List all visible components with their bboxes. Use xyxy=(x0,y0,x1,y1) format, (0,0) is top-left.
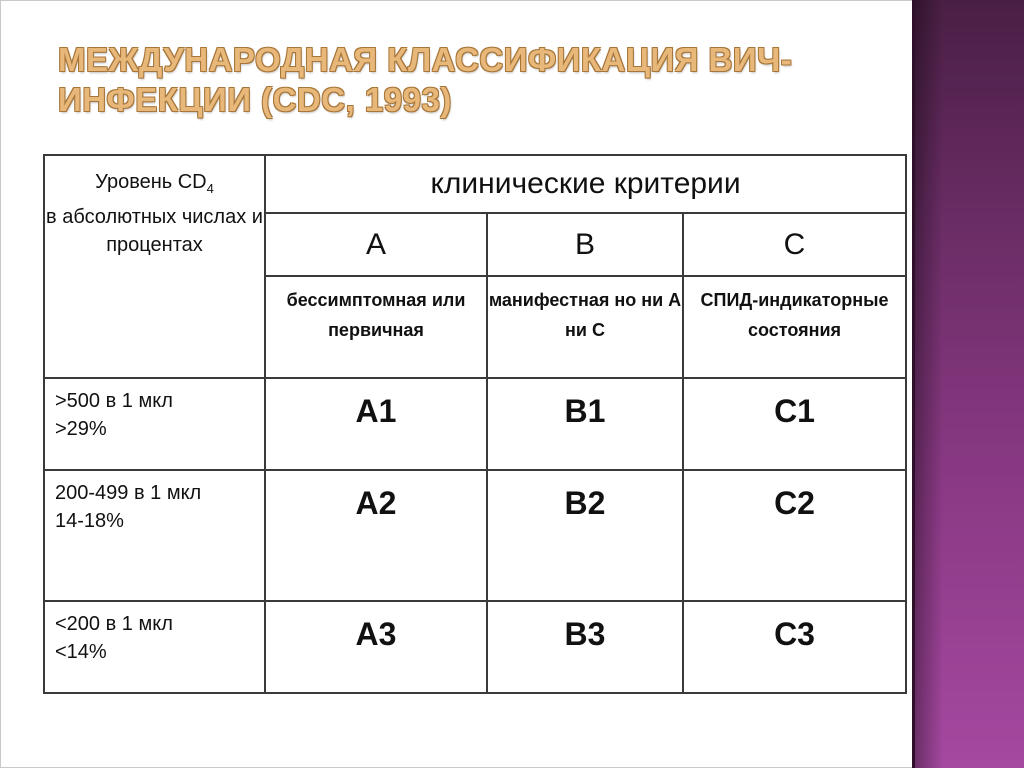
category-description-a: бессимптомная или первичная xyxy=(265,276,487,378)
table-row xyxy=(44,470,906,601)
classification-table xyxy=(43,154,905,692)
code-cell: A3 xyxy=(265,601,487,693)
category-description-c: СПИД-индикаторные состояния xyxy=(683,276,906,378)
category-letter-b: B xyxy=(487,213,683,276)
code-cell: A1 xyxy=(265,378,487,470)
cd4-level-cell xyxy=(44,378,265,470)
level-line: >500 в 1 мкл xyxy=(55,390,173,412)
code-cell: C2 xyxy=(683,470,906,601)
category-letter-a: A xyxy=(265,213,487,276)
level-line: 200-499 в 1 мкл xyxy=(55,482,202,504)
code-cell: B2 xyxy=(487,470,683,601)
cd4-header-subscript: 4 xyxy=(206,181,214,196)
table-row xyxy=(44,378,906,470)
code-cell: A2 xyxy=(265,470,487,601)
cd4-level-header xyxy=(44,155,265,378)
slide-title xyxy=(58,40,898,120)
cd4-header-rest: в абсолютных числах и процентах xyxy=(46,206,263,256)
table-row xyxy=(44,601,906,693)
level-line: <200 в 1 мкл xyxy=(55,613,173,635)
level-line: <14% xyxy=(55,641,107,663)
cd4-level-cell xyxy=(44,470,265,601)
decorative-side-band xyxy=(912,0,1024,768)
category-letter-c: C xyxy=(683,213,906,276)
code-cell: C3 xyxy=(683,601,906,693)
cd4-header-prefix: Уровень CD xyxy=(95,171,207,193)
category-description-b: манифестная но ни А ни С xyxy=(487,276,683,378)
code-cell: B3 xyxy=(487,601,683,693)
slide-title-line-1: МЕЖДУНАРОДНАЯ КЛАССИФИКАЦИЯ ВИЧ- xyxy=(58,41,793,78)
clinical-criteria-header: клинические критерии xyxy=(265,155,906,213)
slide-title-line-2: ИНФЕКЦИИ (CDC, 1993) xyxy=(58,81,452,118)
level-line: >29% xyxy=(55,418,107,440)
code-cell: B1 xyxy=(487,378,683,470)
cd4-level-cell xyxy=(44,601,265,693)
level-line: 14-18% xyxy=(55,510,124,532)
code-cell: C1 xyxy=(683,378,906,470)
